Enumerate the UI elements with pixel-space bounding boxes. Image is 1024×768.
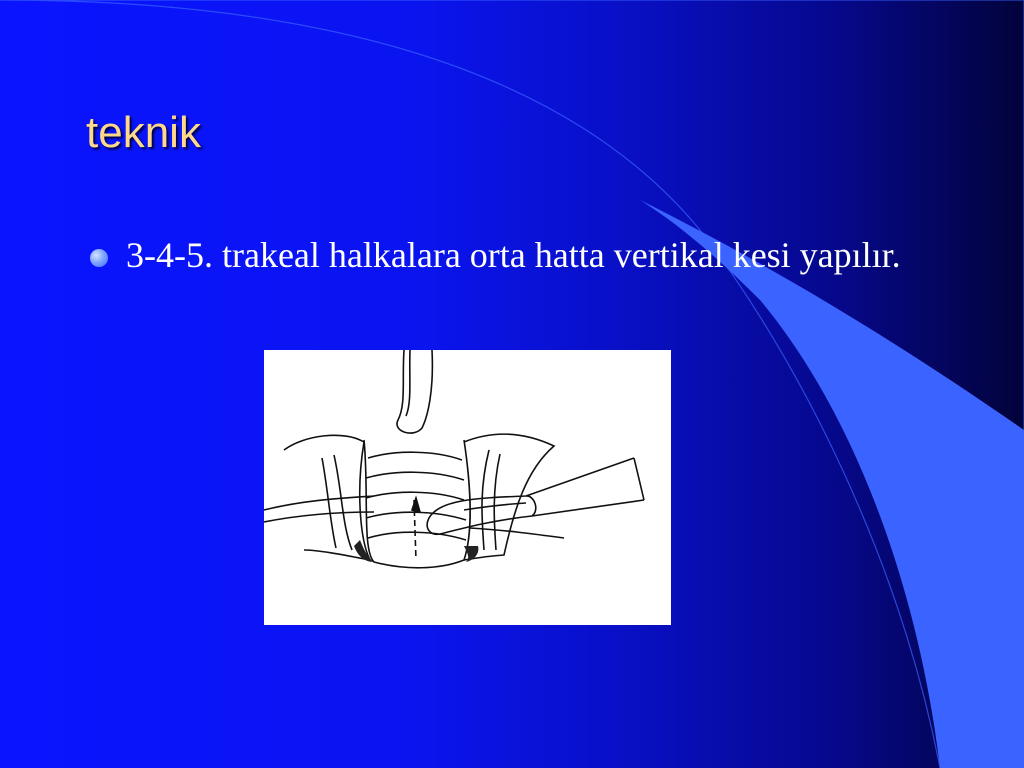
bullet-dot-icon [90,249,108,267]
illustration-drawing [264,350,671,625]
tracheal-incision-illustration-icon [264,350,671,625]
bullet-item [88,232,908,278]
bullet-text: 3-4-5. trakeal halkalara orta hatta vertikal kesi yapılır. [126,235,901,275]
bullet-list [88,232,908,278]
slide-title: teknik [86,108,201,157]
